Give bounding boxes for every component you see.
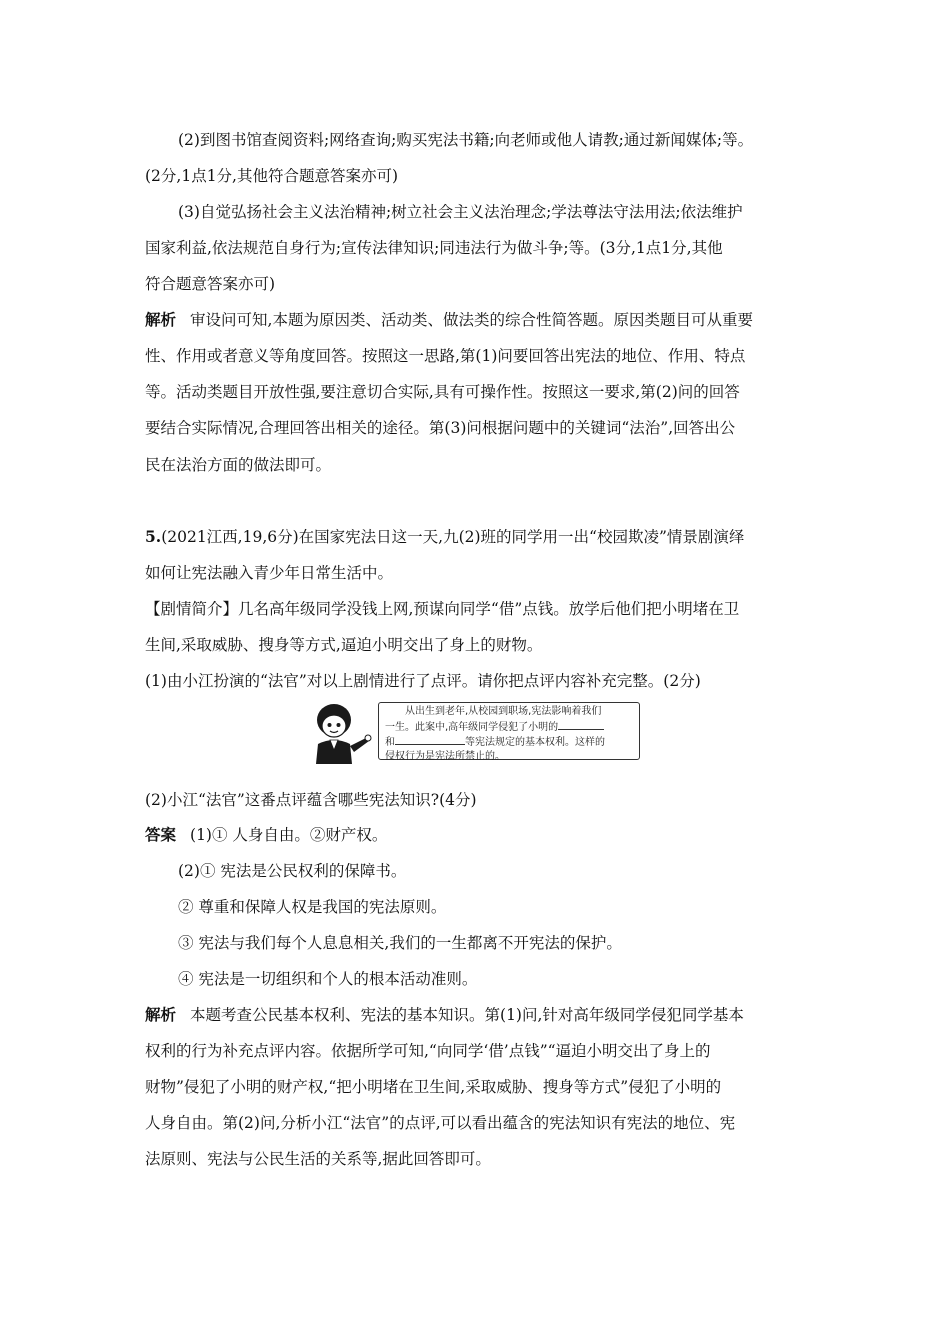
q4-analysis-text-1: 审设问可知,本题为原因类、活动类、做法类的综合性简答题。原因类题目可从重要 bbox=[190, 311, 753, 329]
q5-sub-question-2: (2)小江“法官”这番点评蕴含哪些宪法知识?(4分) bbox=[145, 791, 477, 809]
q5-answer-line-1 bbox=[145, 825, 815, 845]
q5-answer-label: 答案 bbox=[145, 826, 177, 844]
bubble-line-3 bbox=[385, 734, 633, 750]
q5-answer-line-4: ③ 宪法与我们每个人息息相关,我们的一生都离不开宪法的保护。 bbox=[178, 934, 622, 952]
q5-stem-text-1: (2021江西,19,6分)在国家宪法日这一天,九(2)班的同学用一出“校园欺凌”情景剧演绎 bbox=[161, 528, 745, 546]
q5-intro-line-1: 【剧情简介】几名高年级同学没钱上网,预谋向同学“借”点钱。放学后他们把小明堵在卫 bbox=[145, 600, 740, 618]
q5-stem-line-2: 如何让宪法融入青少年日常生活中。 bbox=[145, 564, 394, 582]
blank-1 bbox=[558, 719, 604, 730]
q4-answer-2-line-2: (2分,1点1分,其他符合题意答案亦可) bbox=[145, 167, 399, 185]
bubble-line-3-text: 等宪法规定的基本权利。这样的 bbox=[465, 737, 605, 748]
q4-analysis-line-3: 等。活动类题目开放性强,要注意切合实际,具有可操作性。按照这一要求,第(2)问的回答 bbox=[145, 383, 740, 401]
q4-analysis-line-2: 性、作用或者意义等角度回答。按照这一思路,第(1)问要回答出宪法的地位、作用、特点 bbox=[145, 347, 746, 365]
q5-answer-line-5: ④ 宪法是一切组织和个人的根本活动准则。 bbox=[178, 970, 478, 988]
q5-analysis-line-2: 权利的行为补充点评内容。依据所学可知,“向同学‘借’点钱”“逼迫小明交出了身上的 bbox=[145, 1042, 711, 1060]
bubble-line-2-text: 一生。此案中,高年级同学侵犯了小明的 bbox=[385, 721, 559, 733]
q5-number: 5. bbox=[145, 527, 162, 546]
q5-intro-line-2: 生间,采取威胁、搜身等方式,逼迫小明交出了身上的财物。 bbox=[145, 636, 543, 654]
bubble-line-2 bbox=[385, 719, 633, 735]
q4-analysis-line-4: 要结合实际情况,合理回答出相关的途径。第(3)问根据问题中的关键词“法治”,回答出公 bbox=[145, 419, 736, 437]
q4-analysis-label: 解析 bbox=[145, 311, 177, 329]
q5-answer-text-1: (1)① 人身自由。②财产权。 bbox=[190, 826, 388, 844]
blank-2 bbox=[395, 734, 465, 745]
q5-analysis-line-3: 财物”侵犯了小明的财产权,“把小明堵在卫生间,采取威胁、搜身等方式”侵犯了小明的 bbox=[145, 1078, 722, 1096]
q5-analysis-line-1 bbox=[145, 1005, 815, 1025]
judge-illustration bbox=[300, 700, 645, 764]
q5-sub-question-1: (1)由小江扮演的“法官”对以上剧情进行了点评。请你把点评内容补充完整。(2分) bbox=[145, 672, 701, 690]
speech-bubble bbox=[378, 702, 640, 760]
q4-analysis-line-5: 民在法治方面的做法即可。 bbox=[145, 456, 332, 474]
q4-answer-3-line-1: (3)自觉弘扬社会主义法治精神;树立社会主义法治理念;学法尊法守法用法;依法维护 bbox=[178, 203, 743, 221]
q5-analysis-line-5: 法原则、宪法与公民生活的关系等,据此回答即可。 bbox=[145, 1150, 491, 1168]
q5-answer-line-3: ② 尊重和保障人权是我国的宪法原则。 bbox=[178, 898, 447, 916]
q4-answer-3-line-3: 符合题意答案亦可) bbox=[145, 275, 276, 293]
bubble-line-1: 从出生到老年,从校园到职场,宪法影响着我们 bbox=[405, 706, 602, 717]
q5-answer-line-2: (2)① 宪法是公民权利的保障书。 bbox=[178, 862, 407, 880]
q4-analysis-line-1 bbox=[145, 310, 815, 330]
q4-answer-3-line-2: 国家利益,依法规范自身行为;宣传法律知识;同违法行为做斗争;等。(3分,1点1分,其他 bbox=[145, 239, 723, 257]
judge-cartoon-icon bbox=[300, 700, 380, 764]
q5-analysis-text-1: 本题考查公民基本权利、宪法的基本知识。第(1)问,针对高年级同学侵犯同学基本 bbox=[190, 1006, 744, 1024]
q5-stem-line-1 bbox=[145, 527, 815, 547]
q5-analysis-label: 解析 bbox=[145, 1006, 177, 1024]
q5-analysis-line-4: 人身自由。第(2)问,分析小江“法官”的点评,可以看出蕴含的宪法知识有宪法的地位、宪 bbox=[145, 1114, 736, 1132]
bubble-line-4: 侵权行为是宪法所禁止的。 bbox=[385, 750, 505, 762]
q4-answer-2-line-1: (2)到图书馆查阅资料;网络查询;购买宪法书籍;向老师或他人请教;通过新闻媒体;等。 bbox=[178, 131, 754, 149]
bubble-line-3-and: 和 bbox=[385, 737, 395, 748]
